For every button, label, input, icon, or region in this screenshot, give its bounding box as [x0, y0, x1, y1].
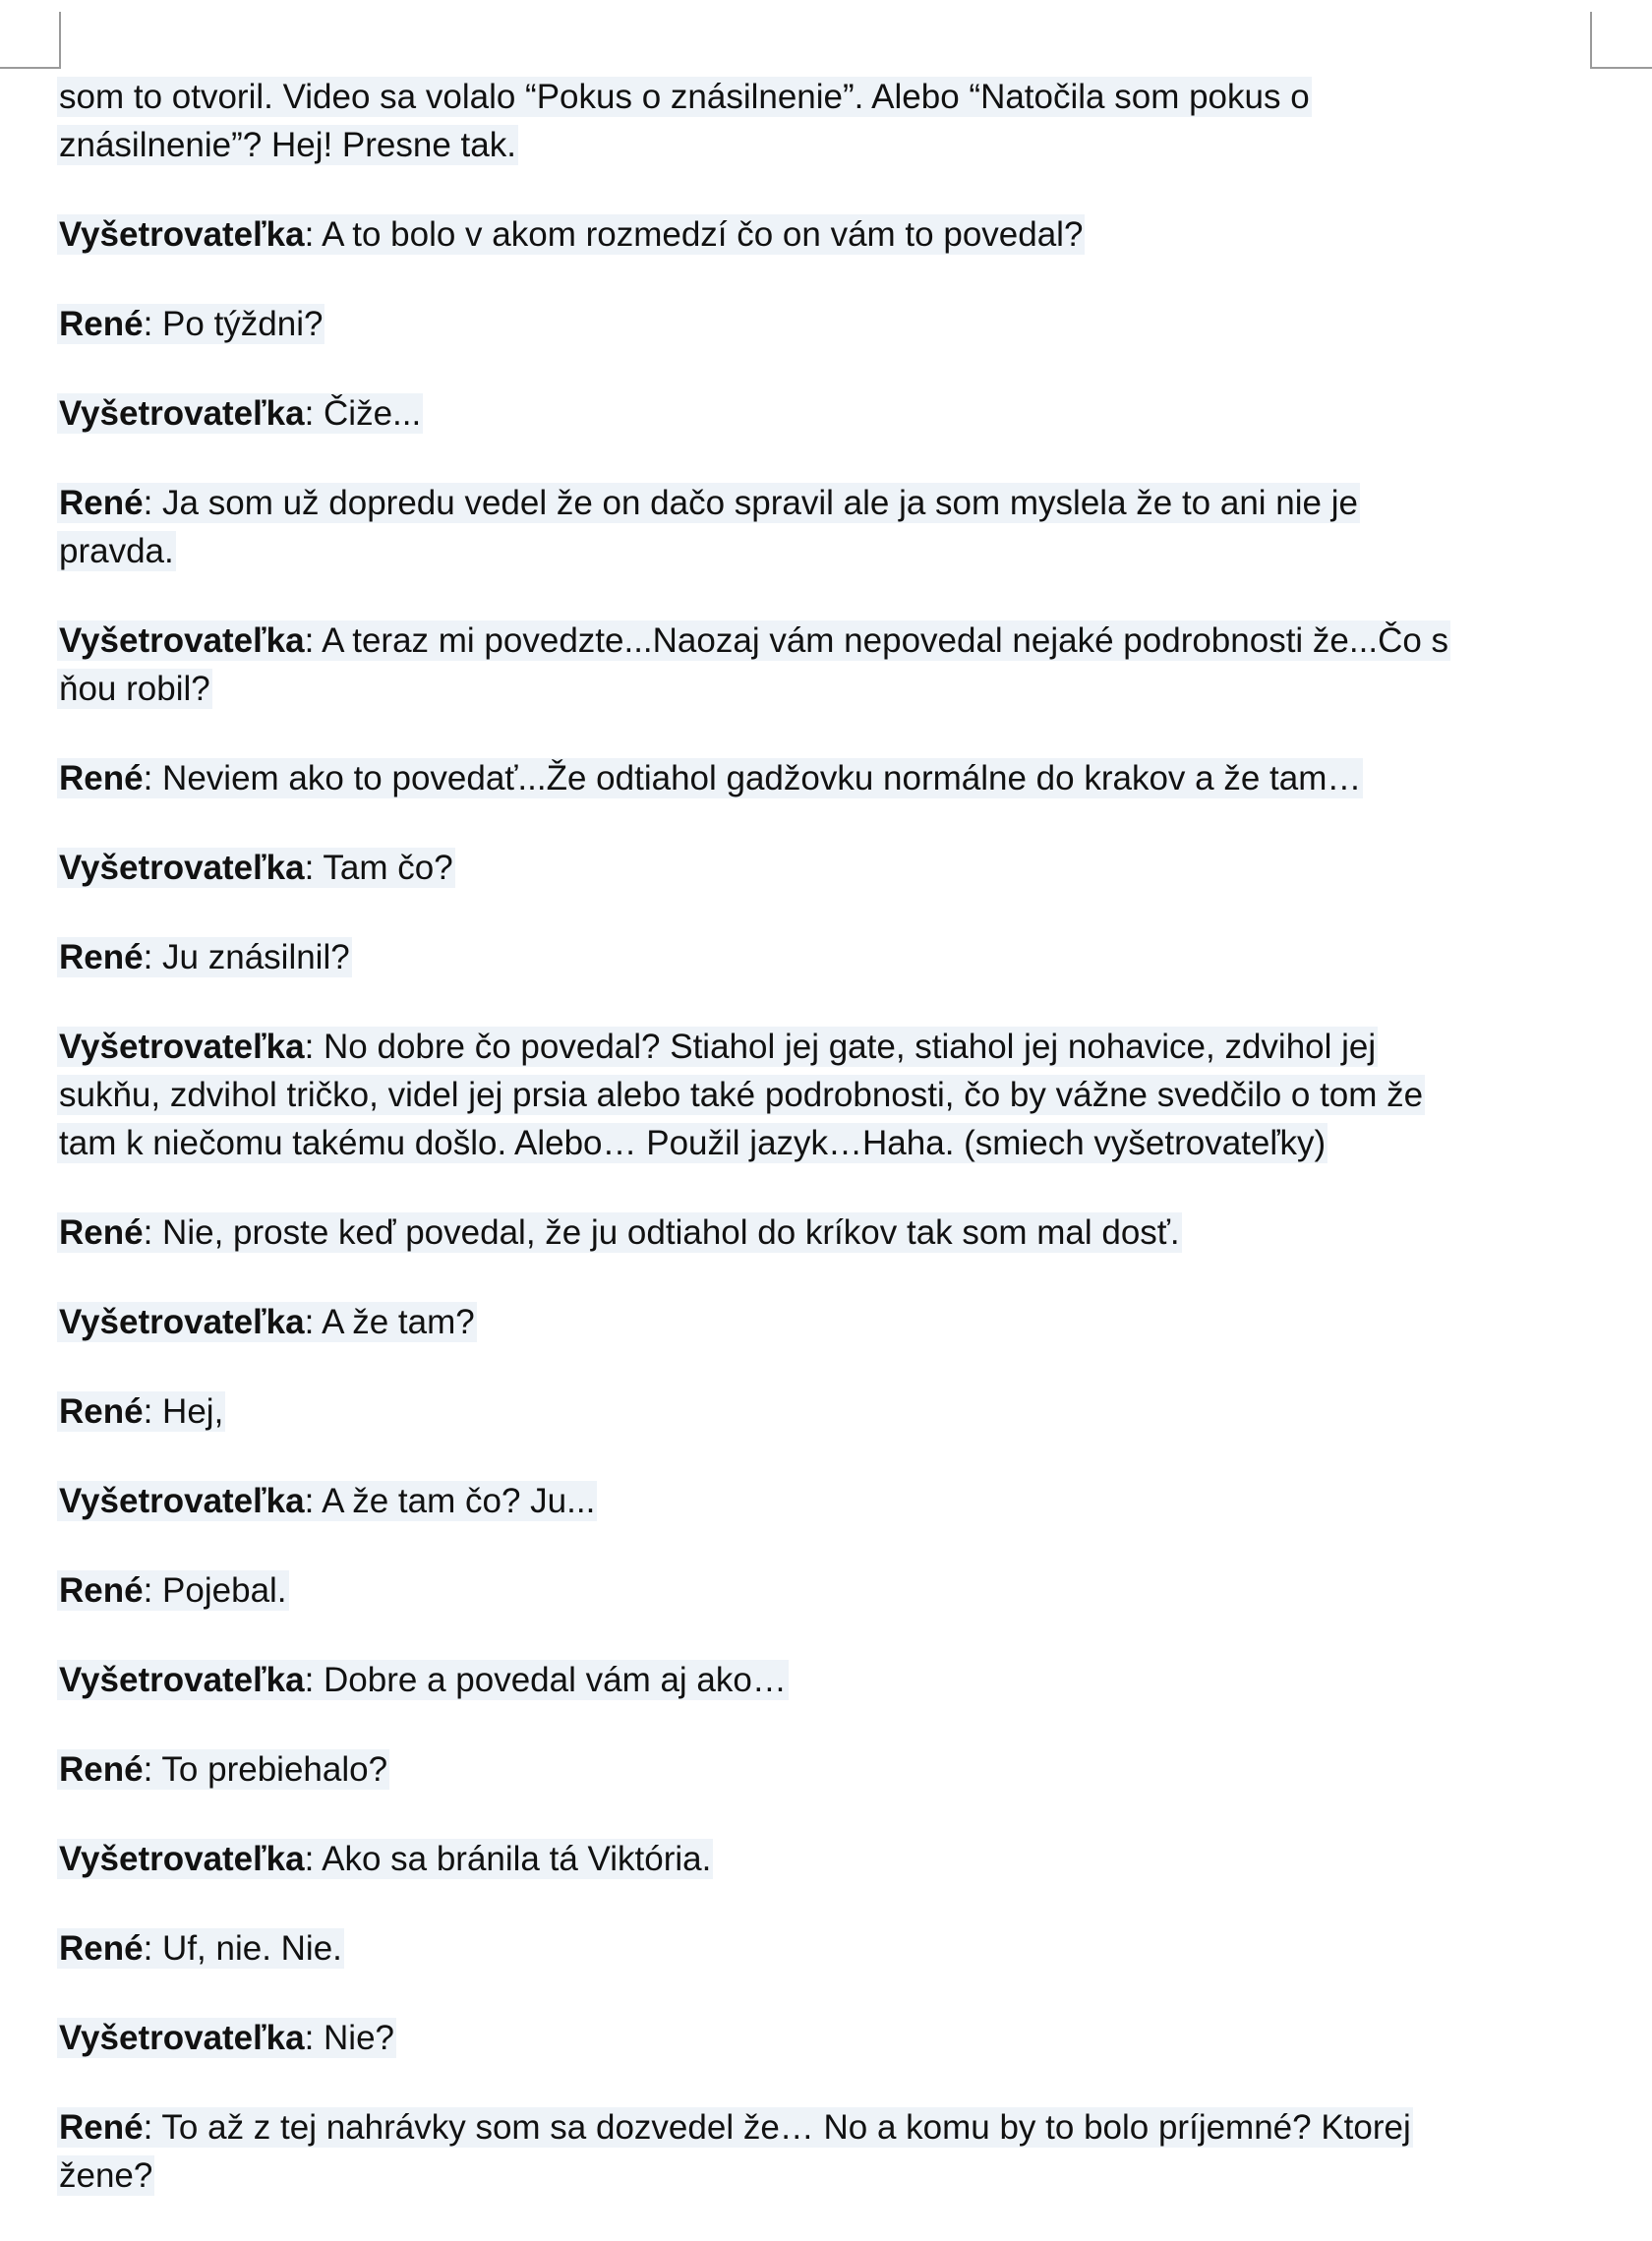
text-line: Vyšetrovateľka: Tam čo?	[59, 849, 453, 887]
text-line: René: Hej,	[59, 1392, 224, 1431]
dialogue-turn	[57, 617, 1591, 713]
speaker-label: Vyšetrovateľka	[59, 1303, 305, 1341]
dialogue-turn	[57, 479, 1591, 575]
speaker-label: René	[59, 1750, 144, 1789]
dialogue-turn	[57, 1656, 1591, 1704]
utterance-text: pravda.	[59, 532, 174, 570]
utterance-text: A to bolo v akom rozmedzí čo on vám to povedal?	[322, 215, 1084, 254]
speaker-label: René	[59, 305, 144, 343]
dialogue-turn	[57, 1298, 1591, 1346]
speaker-label: René	[59, 759, 144, 797]
speaker-label: Vyšetrovateľka	[59, 2019, 305, 2057]
text-line: René: Pojebal.	[59, 1571, 287, 1610]
dialogue-turn	[57, 1023, 1591, 1167]
utterance-text: Ja som už dopredu vedel že on dačo spravil ale ja som myslela že to ani nie je	[162, 484, 1358, 522]
document-body	[57, 73, 1591, 2241]
utterance-text: Čiže...	[324, 394, 422, 433]
text-line	[57, 669, 212, 709]
dialogue-turn	[57, 2014, 1591, 2062]
margin-corner-mark-top-right	[1590, 67, 1652, 69]
dialogue-turn	[57, 844, 1591, 892]
utterance-text: žene?	[59, 2156, 153, 2195]
utterance-text: No dobre čo povedal? Stiahol jej gate, stiahol jej nohavice, zdvihol jej	[324, 1028, 1377, 1066]
intro-paragraph	[57, 73, 1591, 169]
text-line: Vyšetrovateľka: A že tam čo? Ju...	[59, 1482, 596, 1520]
utterance-text: Uf, nie. Nie.	[162, 1929, 342, 1968]
speaker-label: Vyšetrovateľka	[59, 1840, 305, 1878]
margin-corner-mark-top-left	[0, 67, 61, 69]
utterance-text: A že tam?	[322, 1303, 475, 1341]
dialogue-list	[57, 210, 1591, 2200]
speaker-label: Vyšetrovateľka	[59, 394, 305, 433]
speaker-label: René	[59, 938, 144, 976]
text-line: René: Neviem ako to povedať...Že odtiahol gadžovku normálne do krakov a že tam…	[59, 759, 1362, 797]
speaker-label: Vyšetrovateľka	[59, 1482, 305, 1520]
speaker-label: Vyšetrovateľka	[59, 849, 305, 887]
text-line	[57, 2155, 154, 2196]
text-line: Vyšetrovateľka: Čiže...	[59, 394, 422, 433]
utterance-text: Tam čo?	[323, 849, 453, 887]
dialogue-turn	[57, 1209, 1591, 1257]
utterance-text: Dobre a povedal vám aj ako…	[324, 1661, 787, 1699]
dialogue-turn	[57, 389, 1591, 438]
text-line	[57, 531, 176, 571]
text-line: Vyšetrovateľka: A že tam?	[59, 1303, 475, 1341]
dialogue-turn	[57, 2103, 1591, 2200]
text-line: René: Uf, nie. Nie.	[59, 1929, 342, 1968]
speaker-label: Vyšetrovateľka	[59, 1028, 305, 1066]
text-line: Vyšetrovateľka: A teraz mi povedzte...Naozaj vám nepovedal nejaké podrobnosti že...Čo s	[59, 621, 1449, 660]
utterance-text: tam k niečomu takému došlo. Alebo… Použil jazyk…Haha. (smiech vyšetrovateľky)	[59, 1124, 1327, 1162]
utterance-text: A že tam čo? Ju...	[322, 1482, 596, 1520]
utterance-text: Po týždni?	[162, 305, 324, 343]
text-line: Vyšetrovateľka: No dobre čo povedal? Stiahol jej gate, stiahol jej nohavice, zdvihol jej	[59, 1028, 1377, 1066]
text-line: Vyšetrovateľka: Dobre a povedal vám aj ako…	[59, 1661, 787, 1699]
speaker-label: René	[59, 2108, 144, 2147]
speaker-label: René	[59, 1571, 144, 1610]
speaker-label: Vyšetrovateľka	[59, 621, 305, 660]
dialogue-turn	[57, 1745, 1591, 1794]
speaker-label: René	[59, 1392, 144, 1431]
text-line	[57, 1075, 1425, 1115]
dialogue-turn	[57, 1387, 1591, 1436]
dialogue-turn	[57, 1924, 1591, 1973]
text-line: René: To až z tej nahrávky som sa dozvedel že… No a komu by to bolo príjemné? Ktorej	[59, 2108, 1411, 2147]
text-line: René: Ja som už dopredu vedel že on dačo spravil ale ja som myslela že to ani nie je	[59, 484, 1358, 522]
utterance-text: Pojebal.	[162, 1571, 287, 1610]
speaker-label: René	[59, 484, 144, 522]
text-line: René: Ju znásilnil?	[59, 938, 350, 976]
utterance-text: Neviem ako to povedať...Že odtiahol gadžovku normálne do krakov a že tam…	[162, 759, 1362, 797]
dialogue-turn	[57, 754, 1591, 802]
text-line: znásilnenie”? Hej! Presne tak.	[59, 126, 516, 164]
margin-corner-mark-top-left	[59, 12, 61, 69]
utterance-text: ňou robil?	[59, 670, 210, 708]
text-line	[57, 1123, 1328, 1163]
text-line: Vyšetrovateľka: Nie?	[59, 2019, 395, 2057]
speaker-label: Vyšetrovateľka	[59, 215, 305, 254]
utterance-text: Nie, proste keď povedal, že ju odtiahol do kríkov tak som mal dosť.	[162, 1213, 1180, 1252]
dialogue-turn	[57, 1566, 1591, 1615]
utterance-text: Nie?	[324, 2019, 395, 2057]
text-line: Vyšetrovateľka: Ako sa bránila tá Viktória.	[59, 1840, 712, 1878]
dialogue-turn	[57, 210, 1591, 259]
text-line: som to otvoril. Video sa volalo “Pokus o znásilnenie”. Alebo “Natočila som pokus o	[59, 78, 1310, 116]
utterance-text: sukňu, zdvihol tričko, videl jej prsia alebo také podrobnosti, čo by vážne svedčilo o tom že	[59, 1076, 1424, 1114]
speaker-label: Vyšetrovateľka	[59, 1661, 305, 1699]
dialogue-turn	[57, 1477, 1591, 1525]
utterance-text: To až z tej nahrávky som sa dozvedel že… No a komu by to bolo príjemné? Ktorej	[161, 2108, 1411, 2147]
text-line: René: Nie, proste keď povedal, že ju odtiahol do kríkov tak som mal dosť.	[59, 1213, 1180, 1252]
dialogue-turn	[57, 1835, 1591, 1883]
utterance-text: Ako sa bránila tá Viktória.	[322, 1840, 712, 1878]
speaker-label: René	[59, 1929, 144, 1968]
margin-corner-mark-top-right	[1590, 12, 1592, 69]
utterance-text: Ju znásilnil?	[162, 938, 350, 976]
text-line: René: Po týždni?	[59, 305, 324, 343]
text-line: Vyšetrovateľka: A to bolo v akom rozmedzí čo on vám to povedal?	[59, 215, 1084, 254]
utterance-text: To prebiehalo?	[161, 1750, 388, 1789]
utterance-text: A teraz mi povedzte...Naozaj vám nepovedal nejaké podrobnosti že...Čo s	[322, 621, 1449, 660]
text-line: René: To prebiehalo?	[59, 1750, 388, 1789]
speaker-label: René	[59, 1213, 144, 1252]
utterance-text: Hej,	[162, 1392, 224, 1431]
dialogue-turn	[57, 933, 1591, 981]
dialogue-turn	[57, 300, 1591, 348]
